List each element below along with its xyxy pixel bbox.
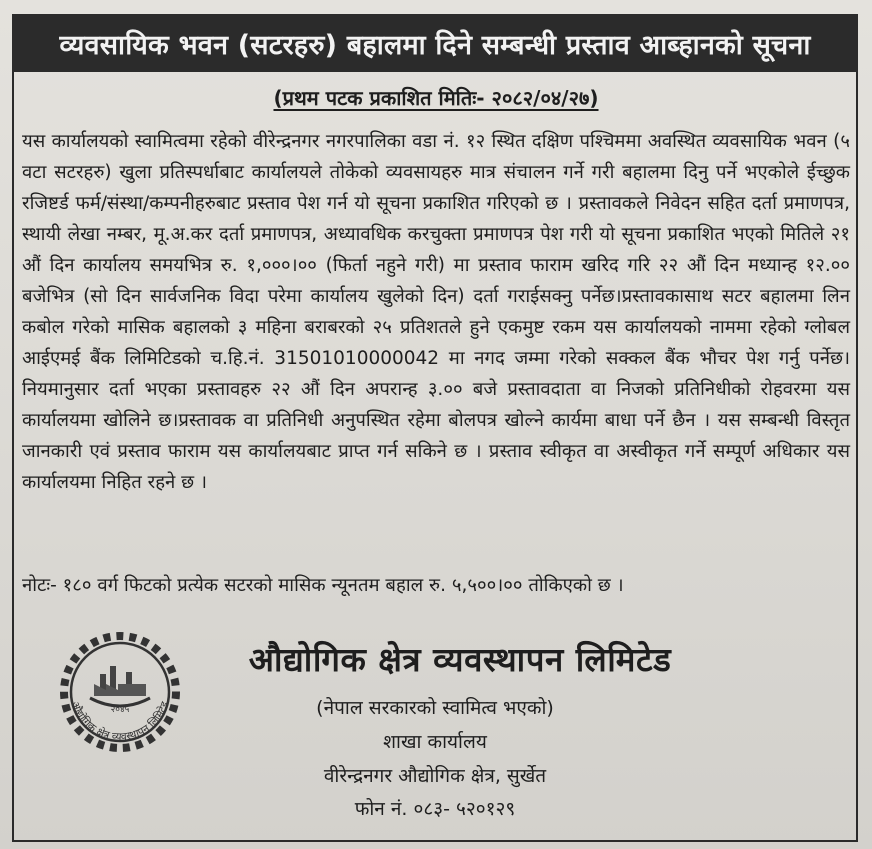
- publication-date-text: (प्रथम पटक प्रकाशित मितिः- २०८२/०४/२७): [273, 86, 599, 110]
- organization-logo: [50, 626, 190, 766]
- notice-note: नोटः- १८० वर्ग फिटको प्रत्येक सटरको मासिक न्यूनतम बहाल रु. ५,५००।०० तोकिएको छ ।: [22, 575, 624, 596]
- phone-number: फोन नं. ०८३- ५२०१२९: [354, 798, 516, 820]
- logo-arc-text: औद्योगिक क्षेत्र व्यवस्थापन लिमिटेड: [68, 699, 172, 744]
- notice-body: [22, 126, 850, 498]
- organization-name: औद्योगिक क्षेत्र व्यवस्थापन लिमिटेड: [248, 640, 672, 679]
- office-type: शाखा कार्यालय: [383, 731, 487, 753]
- factory-icon: [90, 666, 150, 706]
- logo-year: २०४५: [110, 705, 130, 715]
- notice-title: [12, 14, 858, 72]
- notice-title-text: व्यवसायिक भवन (सटरहरु) बहालमा दिने सम्बन्धी प्रस्ताव आब्हानको सूचना: [59, 29, 811, 61]
- notice-body-paragraph: यस कार्यालयको स्वामित्वमा रहेको वीरेन्द्रनगर नगरपालिका वडा नं. १२ स्थित दक्षिण पश्चिममा अवस्थित व्यवसायिक भवन (५ वटा सटरहरु) खुला प्रतिस्पर्धाबाट कार्यालयले तोकेको व्यवसायहरु मात्र संचालन गर्ने गरी बहालमा दिनु पर्ने भएकोले ईच्छुक रजिष्टर्ड फर्म/संस्था/कम्पनीहरुबाट प्रस्ताव पेश गर्न यो सूचना प्रकाशित गरिएको छ । प्रस्तावकले निवेदन सहित दर्ता प्रमाणपत्र, स्थायी लेखा नम्बर, मू.अ.कर दर्ता प्रमाणपत्र, अध्यावधिक करचुक्ता प्रमाणपत्र पेश गरी यो सूचना प्रकाशित भएको मितिले २१ औं दिन कार्यालय समयभित्र रु. १,०००।०० (फिर्ता नहुने गरी) मा प्रस्ताव फाराम खरिद गरि २२ औं दिन मध्यान्ह १२.०० बजेभित्र (सो दिन सार्वजनिक विदा परेमा कार्यालय खुलेको दिन) दर्ता गराईसक्नु पर्नेछ।प्रस्तावकासाथ सटर बहालमा लिन कबोल गरेको मासिक बहालको ३ महिना बराबरको २५ प्रतिशतले हुने एकमुष्ट रकम यस कार्यालयको नाममा रहेको ग्लोबल आईएमई बैंक लिमिटिडको च.हि.नं. 31501010000042 मा नगद जम्मा गरेको सक्कल बैंक भौचर पेश गर्नु पर्नेछ।नियमानुसार दर्ता भएका प्रस्तावहरु २२ औं दिन अपरान्ह ३.०० बजे प्रस्तावदाता वा निजको प्रतिनिधीको रोहवरमा यस कार्यालयमा खोलिने छ।प्रस्तावक वा प्रतिनिधी अनुपस्थित रहेमा बोलपत्र खोल्ने कार्यमा बाधा पर्ने छैन । यस सम्बन्धी विस्तृत जानकारी एवं प्रस्ताव फाराम यस कार्यालयबाट प्राप्त गर्न सकिने छ । प्रस्ताव स्वीकृत वा अस्वीकृत गर्ने सम्पूर्ण अधिकार यस कार्यालयमा निहित रहने छ ।: [22, 131, 850, 493]
- office-address: वीरेन्द्रनगर औद्योगिक क्षेत्र, सुर्खेत: [323, 765, 547, 787]
- publication-date: [0, 84, 872, 111]
- organization-ownership: (नेपाल सरकारको स्वामित्व भएको): [316, 697, 554, 719]
